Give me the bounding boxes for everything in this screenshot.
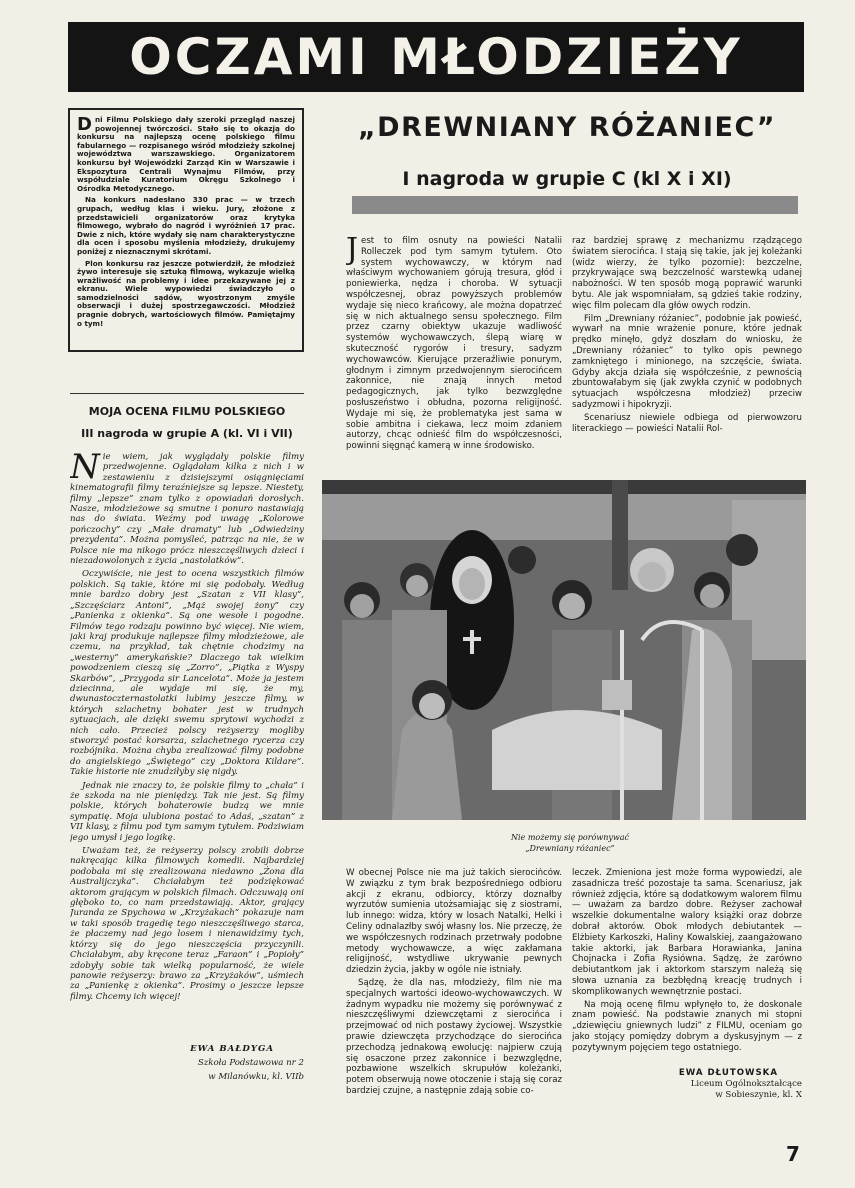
left-author-name: EWA BAŁDYGA bbox=[190, 1044, 274, 1054]
left-author-school: Szkoła Podstawowa nr 2 bbox=[197, 1058, 304, 1068]
grey-divider-bar bbox=[352, 196, 798, 214]
article-subtitle: I nagroda w grupie C (kl X i XI) bbox=[402, 168, 732, 190]
intro-paragraph: Plon konkursu raz jeszcze potwierdził, że młodzież żywo interesuje się sztuką filmową, wykazuje wielką wrażliwość na problemy i idee przekazywane jej z ekranu. Wiele wypowiedzi świadczyło o samodzielności sądów, wyostrzonym zmyśle obserwacji i dużej spostrzegawczości. Młodzież pragnie dobrych, wartościowych filmów. Pamiętajmy o tym! bbox=[77, 258, 295, 328]
column-paragraph-text: est to film osnuty na powieści Natalii Rolleczek pod tym samym tytułem. Oto system wychowawczy, w którym nad właściwym wychowaniem górują tresura, głód i poniewierka, nędza i choroba. W sytuacji współczesnej, obraz powyższych problemów wydaje się nieco krańcowy, ale można dopatrzeć się w nich aktualnego sensu społecznego. Film przez czarny obiektyw ukazuje wadliwość systemów wychowawczych, ślepą wiarę w skuteczność rygorów i tresury, sadyzm wychowawców. Kierujące przeraźliwie ponurym, głodnym i zimnym przedwojennym sierocińcem zakonnice, nie znają innych metod pedagogicznych, jak tylko bezwzględne posłuszeństwo i obłudna, pozorna religijność. Wydaje mi się, że problematyka jest sama w sobie ambitna i ciekawa, lecz moim zdaniem autorzy, chcąc odnieść film do współczesności, powinni sięgnąć kamerą w inne środowisko. bbox=[346, 236, 562, 452]
page-number: 7 bbox=[786, 1142, 800, 1166]
column-paragraph: W obecnej Polsce nie ma już takich sierocińców. W związku z tym brak bezpośredniego odbioru akcji z ekranu, odbiorcy, którzy doznałby wyrzutów sumienia utożsamiając się z siostrami, lub innego: widza, który w losach Natalki, Helki i Celiny odnalazłby swój własny los. Nie przeczę, że we współczesnych rodzinach przetrwały podobne metody wychowawcze, a więc zakłamana religijność, wstydliwe ukrywanie pewnych dziedzin życia, jakby w ogóle nie istniały. bbox=[346, 868, 562, 976]
article-column-1 bbox=[346, 236, 562, 458]
intro-paragraph bbox=[77, 116, 295, 193]
film-still-illustration bbox=[322, 480, 806, 820]
left-article-heading bbox=[70, 401, 304, 445]
column-paragraph: leczek. Zmieniona jest może forma wypowiedzi, ale zasadnicza treść pozostaje ta sama. Scenariusz, jak również zdjęcia, które są dodatkowym walorem filmu — uważam za bardzo dobre. Reżyser zachował wszelkie dokumentalne walory książki oraz dobrze dobrał aktorów. Obok młodych debiutantek — Elżbiety Karkoszki, Haliny Kowalskiej, zaangażowano takie aktorki, jak Barbara Horawianka, Janina Chojnacka i Zofia Rysiówna. Sądzę, że zarówno debiutantkom jak i aktorkom starszym należą się słowa uznania za bezbłędną kreację trudnych i skomplikowanych wewnętrznie postaci. bbox=[572, 868, 802, 997]
article-column-4 bbox=[572, 868, 802, 1064]
left-dropcap: N bbox=[70, 452, 100, 487]
left-paragraph: Oczywiście, nie jest to ocena wszystkich filmów polskich. Są takie, które mi się podobały. Według mnie bardzo dobry jest „Szatan z VII klasy”, „Szczęściarz Antoni”, „Mąż swojej żony” czy „Panienka z okienka”. Są one wesołe i pogodne. Filmów tego rodzaju powinno być więcej. Nie wiem, jaki kraj produkuje najlepsze filmy młodzieżowe, ale czemu, na przykład, tak chętnie chodzimy na „westerny” amerykańskie? Dlaczego tak wielkim powodzeniem cieszą się „Zorro”, „Piątka z Wyspy Skarbów”, „Przygoda sir Lancelota”. Może ja jestem dziecinna, ale wydaje mi się, że my, dwunastoczternastolatki lubimy jeszcze filmy, w których szlachetny bohater jest w trudnych sytuacjach, ale dzięki swemu sprytowi wychodzi z nich cało. Przecież polscy reżyserzy mogliby stworzyć postać korsarza, szlachetnego rycerza czy rozbójnika. Można chyba zrealizować filmy podobne do angielskiego „Świętego” czy „Doktora Kildare”. Takie historie nie znudziłyby się nigdy. bbox=[70, 569, 304, 778]
left-paragraph: Uważam też, że reżyserzy polscy zrobili dobrze nakręcając kilka filmowych komedii. Najbardziej podobała mi się zrealizowana niedawno „Żona dla Australijczyka”. Chciałabym też podziękować aktorom grającym w polskich filmach. Odczuwają oni głęboko to, co nam przedstawiają. Aktor, grający Juranda ze Spychowa w „Krzyżakach” pokazuje nam w taki sposób tragedię tego nieszczęśliwego starca, że płaczemy nad jego losem i nienawidzimy tych, którzy się do jego nieszczęścia przyczynili. Chciałabym, aby kręcone teraz „Faraon” i „Popioły” zdobyły sobie tak wielką popularność, że wiele panowie reżyserzy: brawo za „Krzyżaków”, uśmiech za „Panienkę z okienka”. Prosimy o jeszcze lepsze filmy. Chcemy ich więcej! bbox=[70, 846, 304, 1002]
left-heading-line2: III nagroda w grupie A (kl. VI i VII) bbox=[81, 427, 293, 440]
article-dropcap: J bbox=[346, 236, 359, 267]
article-column-3 bbox=[346, 868, 562, 1134]
column-paragraph: Na moją ocenę filmu wpłynęło to, że doskonale znam powieść. Na podstawie znanych mi stopni „dziewięciu gniewnych ludzi” z FILMU, oceniam go jako stojący pomiędzy dobrym a dyskusyjnym — z pozytywnym pojęciem tego ostatniego. bbox=[572, 999, 802, 1053]
column-paragraph bbox=[346, 236, 562, 452]
article-title: „DREWNIANY RÓŻANIEC” bbox=[357, 112, 777, 143]
right-author-signature bbox=[572, 1068, 802, 1101]
intro-paragraph-text: ni Filmu Polskiego dały szeroki przegląd naszej powojennej twórczości. Stało się to okazją do konkursu na najlepszą ocenę polskiego filmu fabularnego — rozpisanego wśród młodzieży szkolnej województwa warszawskiego. Organizatorem konkursu był Wojewódzki Zarząd Kin w Warszawie i Ekspozytura Centrali Wynajmu Filmów, przy współudziale Kuratorium Okręgu Szkolnego i Ośrodka Metodycznego. bbox=[77, 115, 295, 193]
photo-caption bbox=[440, 832, 700, 854]
left-paragraph: Jednak nie znaczy to, że polskie filmy to „chała” i że szkoda na nie pieniędzy. Tak nie jest. Są filmy polskie, których bohaterowie budzą we mnie sympatię. Moja ulubiona postać to Adaś, „szatan” z VII klasy, z filmu pod tym samym tytułem. Podziwiam jego umysł i jego logikę. bbox=[70, 780, 304, 843]
right-author-class: w Sobieszynie, kl. X bbox=[715, 1090, 802, 1100]
left-paragraph bbox=[70, 452, 304, 566]
film-still-photo bbox=[322, 480, 806, 820]
article-column-2 bbox=[572, 236, 802, 458]
column-paragraph: Sądzę, że dla nas, młodzieży, film nie ma specjalnych wartości ideowo-wychowawczych. W żadnym wypadku nie możemy się porównywać z nieszczęśliwymi dziewczętami z sierocińca i przejmować od nich postawy życiowej. Wszystkie prawie dziewczęta przychodzące do sierocińca przechodzą jednakową ewolucję: najpierw czują się osaczone przez zakonnice i bezwzględne, pozbawione wszelkich skrupułów koleżanki, potem obserwują nowe otoczenie i stają się coraz bardziej czujne, a następnie zdają sobie co- bbox=[346, 977, 562, 1096]
left-paragraph-text: ie wiem, jak wyglądały polskie filmy przedwojenne. Oglądałam kilka z nich i w zestawieniu z dzisiejszymi osiągnięciami kinematografii filmy teraźniejsze są lepsze. Niestety, filmy „lepsze” znam tylko z opowiadań dorosłych. Nasze, młodzieżowe są smutne i ponuro nastawiają nas do świata. Weźmy pod uwagę „Kolorowe pończochy” czy „Małe dramaty” lub „Odwiedziny prezydenta”. Można pomyśleć, patrząc na nie, że w Polsce nie ma nikogo prócz nieszczęśliwych dzieci i niezadowolonych z życia „nastolatków”. bbox=[70, 452, 304, 567]
right-author-school: Liceum Ogólnokształcące bbox=[690, 1079, 802, 1089]
left-author-class: w Milanówku, kl. VIIb bbox=[208, 1072, 304, 1082]
left-heading-line1: MOJA OCENA FILMU POLSKIEGO bbox=[88, 405, 286, 418]
right-author-name: EWA DŁUTOWSKA bbox=[678, 1068, 778, 1078]
left-article-body bbox=[70, 452, 304, 1040]
intro-box bbox=[68, 108, 304, 352]
intro-dropcap: D bbox=[77, 114, 92, 135]
caption-line1: Nie możemy się porównywać bbox=[511, 833, 629, 842]
column-paragraph: Scenariusz niewiele odbiega od pierwowzoru literackiego — powieści Natalii Rol- bbox=[572, 412, 802, 434]
column-paragraph: Film „Drewniany różaniec”, podobnie jak powieść, wywarł na mnie wrażenie ponure, które jednak prędko minęło, gdyż doszłam do wniosku, że „Drewniany różaniec” to tylko opis pewnego zamkniętego i minionego, na szczęście, świata. Gdyby akcja działa się współcześnie, z pewnością zbuntowałabym się (jak zwykła czynić w podobnych sytuacjach współczesna młodzież) przeciw sadyzmowi i hipokryzji. bbox=[572, 313, 802, 410]
column-paragraph: raz bardziej sprawę z mechanizmu rządzącego światem sierocińca. I stają się takie, jak jej koleżanki (widz wierzy, że tylko pozornie): bezczelne, przykrywające swą bezczelność warstewką udanej nabożności. W ten sposób mogą poprawić warunki bytu. Ale jak wspomniałam, są gdzieś takie rodziny, więc film polecam dla głów owych rodzin. bbox=[572, 236, 802, 311]
masthead-title: OCZAMI MŁODZIEŻY bbox=[68, 22, 804, 92]
left-author-signature bbox=[150, 1042, 304, 1084]
left-divider bbox=[70, 393, 304, 394]
caption-line2: „Drewniany różaniec” bbox=[525, 844, 615, 853]
intro-paragraph: Na konkurs nadesłano 330 prac — w trzech grupach, według klas i wieku. Jury, złożone z przedstawicieli organizatorów oraz krytyka filmowego, wybrało do nagród i wyróżnień 17 prac. Dwie z nich, które wydały się nam charakterystyczne dla ocen i sposobu myślenia młodzieży, drukujemy poniżej z nieznacznymi skrótami. bbox=[77, 195, 295, 256]
